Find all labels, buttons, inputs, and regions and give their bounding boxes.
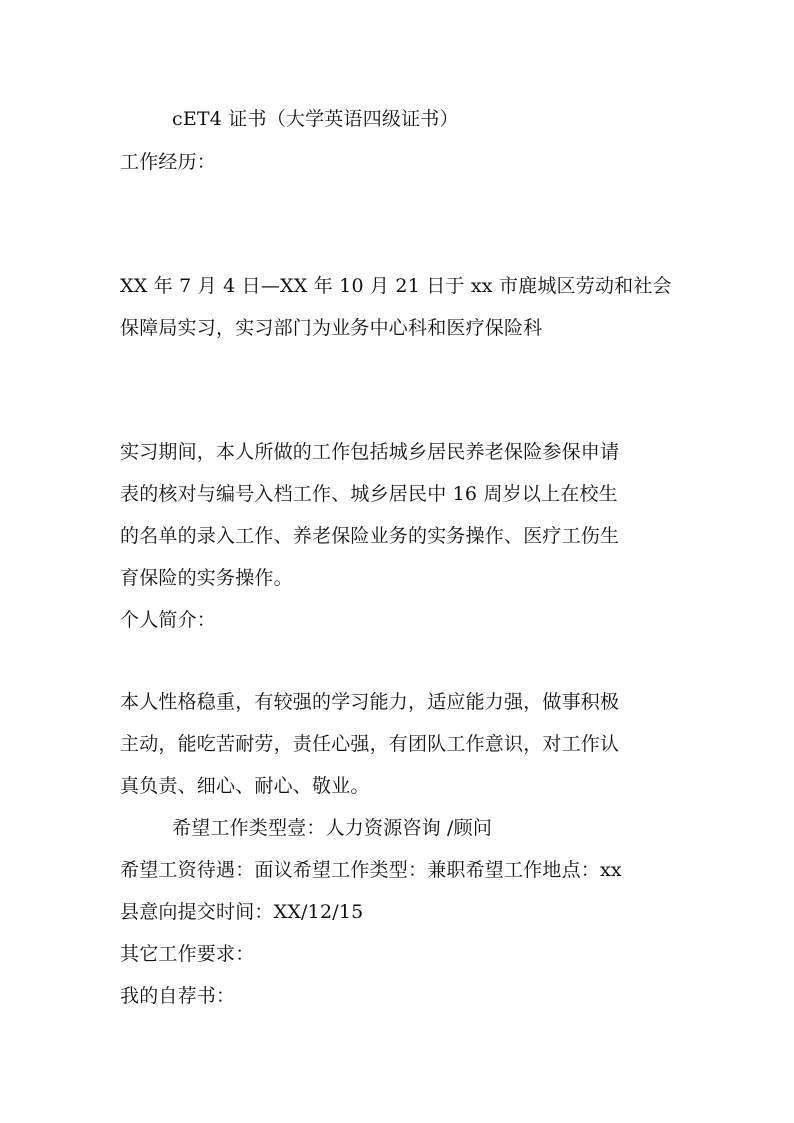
profile-line-3: 真负责、细心、耐心、敬业。 <box>120 775 370 797</box>
profile-line-2: 主动，能吃苦耐劳，责任心强，有团队工作意识，对工作认 <box>120 733 620 755</box>
duties-line-2: 表的核对与编号入档工作、城乡居民中 16 周岁以上在校生 <box>120 483 618 505</box>
other-requirements: 其它工作要求： <box>120 943 255 965</box>
desired-job-type: 希望工作类型壹：人力资源咨询 /顾问 <box>172 817 493 839</box>
internship-line-1: XX 年 7 月 4 日—XX 年 10 月 21 日于 xx 市鹿城区劳动和社会 <box>120 275 672 297</box>
duties-line-1: 实习期间，本人所做的工作包括城乡居民养老保险参保申请 <box>120 441 620 463</box>
profile-heading: 个人简介： <box>120 609 217 631</box>
expectation-line-2: 县意向提交时间：XX/12/15 <box>120 901 364 923</box>
self-recommendation: 我的自荐书： <box>120 985 236 1007</box>
duties-line-4: 育保险的实务操作。 <box>120 567 293 589</box>
expectation-line-1: 希望工资待遇：面议希望工作类型：兼职希望工作地点：xx <box>120 859 622 881</box>
certificate-line: cET4 证书（大学英语四级证书） <box>172 108 459 130</box>
duties-line-3: 的名单的录入工作、养老保险业务的实务操作、医疗工伤生 <box>120 525 620 547</box>
work-experience-heading: 工作经历： <box>120 151 217 173</box>
profile-line-1: 本人性格稳重，有较强的学习能力，适应能力强，做事积极 <box>120 691 620 713</box>
internship-line-2: 保障局实习，实习部门为业务中心科和医疗保险科 <box>120 317 543 339</box>
